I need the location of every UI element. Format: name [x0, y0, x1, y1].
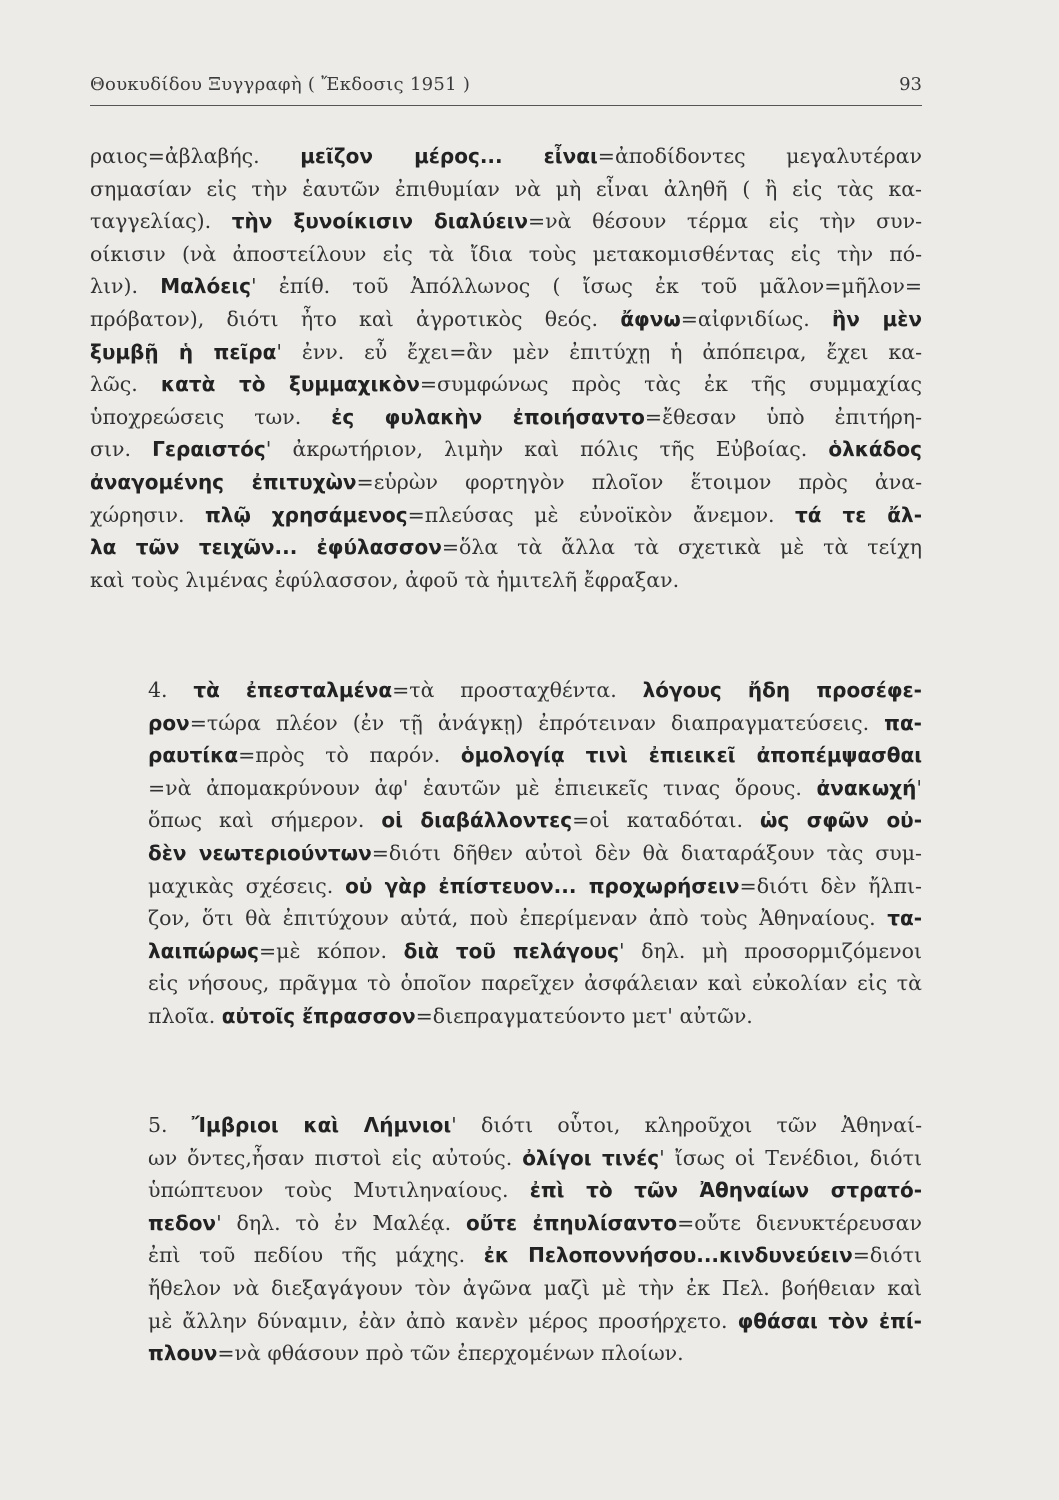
gloss-text: ταγγελίας).	[90, 209, 232, 234]
lemma-term: Γεραιστός	[152, 437, 266, 462]
gloss-text: ἤθελον νὰ διεξαγάγουν τὸν ἀγῶνα μαζὶ μὲ τὴν ἐκ Πελ. βοήθειαν καὶ	[148, 1275, 922, 1300]
text-line	[90, 1337, 922, 1370]
gloss-text: =νὰ φθάσουν πρὸ τῶν ἐπερχομένων πλοίων.	[217, 1341, 684, 1366]
text-line	[90, 1272, 922, 1305]
gloss-text: =διότι δῆθεν αὐτοὶ δὲν θὰ διαταράξουν τὰς συμ-	[371, 840, 922, 865]
gloss-text: =πλεύσας μὲ εὐνοϊκὸν ἄνεμον.	[407, 502, 796, 527]
lemma-term: αὐτοῖς ἔπρασσον	[221, 1003, 416, 1028]
lemma-term: ραυτίκα	[148, 743, 239, 768]
text-line	[90, 401, 922, 434]
gloss-text: ὑπώπτευον τοὺς Μυτιληναίους.	[148, 1178, 530, 1203]
text-line	[90, 902, 922, 935]
gloss-text: ὅπως καὶ σήμερον.	[148, 808, 382, 833]
text-line	[90, 804, 922, 837]
running-title: Θουκυδίδου Ξυγγραφὴ ( Ἔκδοσις 1951 )	[90, 74, 471, 95]
lemma-term: διὰ τοῦ πελάγους	[403, 938, 619, 963]
lemma-term: Ἴμβριοι καὶ Λήμνιοι	[191, 1113, 452, 1137]
gloss-text: ' διότι οὗτοι, κληροῦχοι τῶν Ἀθηναί-	[451, 1113, 922, 1137]
gloss-text: λῶς.	[90, 372, 161, 397]
gloss-text: σιν.	[90, 437, 153, 462]
lemma-term: Μαλόεις	[160, 274, 252, 299]
gloss-text: =πρὸς τὸ παρόν.	[238, 743, 461, 768]
lemma-term: ὁμολογίᾳ τινὶ ἐπιεικεῖ ἀποπέμψασθαι	[460, 743, 923, 768]
gloss-text: =οἱ καταδόται.	[572, 808, 761, 833]
text-line	[90, 870, 922, 903]
text-line	[90, 1207, 922, 1240]
gloss-text: ' ἴσως οἱ Τενέδιοι, διότι	[659, 1145, 922, 1170]
text-line	[90, 967, 922, 1000]
header-rule	[90, 105, 922, 106]
gloss-text: μὲ ἄλλην δύναμιν, ἐὰν ἀπὸ κανὲν μέρος προσήρχετο.	[148, 1308, 738, 1333]
lemma-term: ἐκ Πελοποννήσου...κινδυνεύειν	[483, 1243, 853, 1268]
gloss-text: οίκισιν (νὰ ἀποστείλουν εἰς τὰ ἴδια τοὺς μετακομισθέντας εἰς τὴν πό-	[90, 241, 922, 266]
lemma-term: ὡς σφῶν οὐ-	[760, 808, 922, 833]
gloss-text: ραιος=ἀβλαβής.	[90, 144, 301, 168]
gloss-text: λιν).	[90, 274, 161, 299]
text-line	[90, 1305, 922, 1338]
gloss-text: εἰς νήσους, πρᾶγμα τὸ ὁποῖον παρεῖχεν ἀσφάλειαν καὶ εὐκολίαν εἰς τὰ	[148, 971, 922, 996]
gloss-text: =τώρα πλέον (ἐν τῇ ἀνάγκῃ) ἐπρότειναν διαπραγματεύσεις.	[189, 710, 885, 735]
lemma-term: τά τε ἄλ-	[795, 502, 922, 527]
gloss-text: =διεπραγματεύοντο μετ' αὐτῶν.	[415, 1003, 753, 1028]
paragraph-commentary-5	[90, 1109, 922, 1370]
lemma-term: ξυμβῇ ἡ πεῖρα	[90, 339, 277, 364]
text-line	[90, 205, 922, 238]
lemma-term: οὐ γὰρ ἐπίστευον... προχωρήσειν	[345, 873, 740, 898]
lemma-term: ἢν μὲν	[831, 306, 923, 331]
paragraph-commentary-4	[90, 674, 922, 1033]
lemma-term: τα-	[887, 906, 922, 931]
gloss-text: μαχικὰς σχέσεις.	[148, 873, 346, 898]
text-line	[90, 1174, 922, 1207]
gloss-text: =ὅλα τὰ ἄλλα τὰ σχετικὰ μὲ τὰ τείχη	[441, 535, 922, 560]
gloss-text: 5.	[148, 1113, 192, 1137]
gloss-text: =μὲ κόπον.	[258, 938, 404, 963]
gloss-text: ων ὄντες,ἦσαν πιστοὶ εἰς αὐτούς.	[148, 1145, 523, 1170]
gloss-text: ' δηλ. μὴ προσορμιζόμενοι	[619, 938, 922, 963]
gloss-text: καὶ τοὺς λιμένας ἐφύλασσον, ἀφοῦ τὰ ἡμιτελῆ ἔφραξαν.	[90, 567, 680, 592]
lemma-term: ἀνακωχή	[816, 775, 917, 800]
gloss-text: ' ἀκρωτήριον, λιμὴν καὶ πόλις τῆς Εὐβοίας.	[265, 437, 829, 462]
lemma-term: τὴν ξυνοίκισιν διαλύειν	[231, 209, 528, 234]
gloss-text: =οὔτε διενυκτέρευσαν	[677, 1210, 922, 1235]
gloss-text: '	[916, 775, 922, 800]
gloss-text: =ἀποδίδοντες μεγαλυτέραν	[597, 144, 922, 168]
gloss-text: σημασίαν εἰς τὴν ἑαυτῶν ἐπιθυμίαν νὰ μὴ εἶναι ἀληθῆ ( ἢ εἰς τὰς κα-	[90, 176, 922, 201]
lemma-term: ἄφνω	[620, 306, 681, 331]
text-line	[90, 1142, 922, 1175]
lemma-term: κατὰ τὸ ξυμμαχικὸν	[160, 372, 420, 397]
paragraph-commentary-3	[90, 140, 922, 596]
page-number: 93	[899, 74, 922, 95]
lemma-term: λα τῶν τειχῶν... ἐφύλασσον	[90, 535, 442, 560]
gloss-text: =ἔθεσαν ὑπὸ ἐπιτήρη-	[644, 404, 922, 429]
lemma-term: ρον	[148, 710, 190, 735]
gloss-text: ' δηλ. τὸ ἐν Μαλέᾳ.	[216, 1210, 467, 1235]
lemma-term: μεῖζον μέρος... εἶναι	[300, 144, 598, 168]
text-line	[90, 368, 922, 401]
text-line	[90, 499, 922, 532]
gloss-text: =εὑρὼν φορτηγὸν πλοῖον ἕτοιμον πρὸς ἀνα-	[356, 469, 922, 494]
lemma-term: ὀλίγοι τινές	[522, 1145, 660, 1170]
gloss-text: ' ἐπίθ. τοῦ Ἀπόλλωνος ( ἴσως ἐκ τοῦ μᾶλον=μῆλον=	[251, 274, 923, 299]
text-line	[90, 336, 922, 369]
lemma-term: πλῷ χρησάμενος	[204, 502, 408, 527]
lemma-term: ἐς φυλακὴν ἐποιήσαντο	[331, 404, 645, 429]
gloss-text: 4.	[148, 678, 194, 702]
text-line	[90, 772, 922, 805]
lemma-term: τὰ ἐπεσταλμένα	[193, 678, 393, 702]
gloss-text: =διότι δὲν ἤλπι-	[739, 873, 922, 898]
lemma-term: οἱ διαβάλλοντες	[381, 808, 573, 833]
lemma-term: ἀναγομένης ἐπιτυχὼν	[90, 469, 357, 494]
text-line	[90, 935, 922, 968]
text-line	[90, 739, 922, 772]
gloss-text: =τὰ προσταχθέντα.	[392, 678, 643, 702]
lemma-term: δὲν νεωτεριούντων	[148, 840, 372, 865]
gloss-text: =αἰφνιδίως.	[680, 306, 832, 331]
text-line	[90, 238, 922, 271]
gloss-text: πλοῖα.	[148, 1003, 222, 1028]
lemma-term: φθάσαι τὸν ἐπί-	[737, 1308, 922, 1333]
gloss-text: =νὰ ἀπομακρύνουν ἀφ' ἑαυτῶν μὲ ἐπιεικεῖς τινας ὅρους.	[148, 775, 817, 800]
gloss-text: ζον, ὅτι θὰ ἐπιτύχουν αὐτά, ποὺ ἐπερίμεναν ἀπὸ τοὺς Ἀθηναίους.	[148, 906, 888, 931]
text-line	[90, 1109, 922, 1142]
text-line	[90, 433, 922, 466]
gloss-text: ἐπὶ τοῦ πεδίου τῆς μάχης.	[148, 1243, 484, 1268]
text-line	[90, 837, 922, 870]
text-line	[90, 707, 922, 740]
lemma-term: πλουν	[148, 1341, 218, 1366]
gloss-text: ' ἐνν. εὖ ἔχει=ἂν μὲν ἐπιτύχῃ ἡ ἀπόπειρα, ἔχει κα-	[276, 339, 922, 364]
text-line	[90, 564, 922, 597]
lemma-term: ὁλκάδος	[828, 437, 923, 462]
gloss-text: πρόβατον), διότι ἦτο καὶ ἀγροτικὸς θεός.	[90, 306, 621, 331]
lemma-term: λόγους ἤδη προσέφε-	[642, 678, 922, 702]
lemma-term: πεδον	[148, 1210, 217, 1235]
text-line	[90, 531, 922, 564]
lemma-term: λαιπώρως	[148, 938, 259, 963]
text-line	[90, 303, 922, 336]
gloss-text: ὑποχρεώσεις των.	[90, 404, 332, 429]
text-line	[90, 466, 922, 499]
lemma-term: ἐπὶ τὸ τῶν Ἀθηναίων στρατό-	[529, 1178, 922, 1203]
gloss-text: χώρησιν.	[90, 502, 205, 527]
text-line	[90, 1000, 922, 1033]
text-line	[90, 674, 922, 707]
text-line	[90, 173, 922, 206]
lemma-term: οὔτε ἐπηυλίσαντο	[466, 1210, 678, 1235]
text-line	[90, 1239, 922, 1272]
gloss-text: =συμφώνως πρὸς τὰς ἐκ τῆς συμμαχίας	[419, 372, 922, 397]
running-head	[90, 74, 922, 102]
gloss-text: =διότι	[852, 1243, 922, 1268]
lemma-term: πα-	[884, 710, 922, 735]
text-line	[90, 140, 922, 173]
gloss-text: =νὰ θέσουν τέρμα εἰς τὴν συν-	[528, 209, 922, 234]
text-line	[90, 270, 922, 303]
